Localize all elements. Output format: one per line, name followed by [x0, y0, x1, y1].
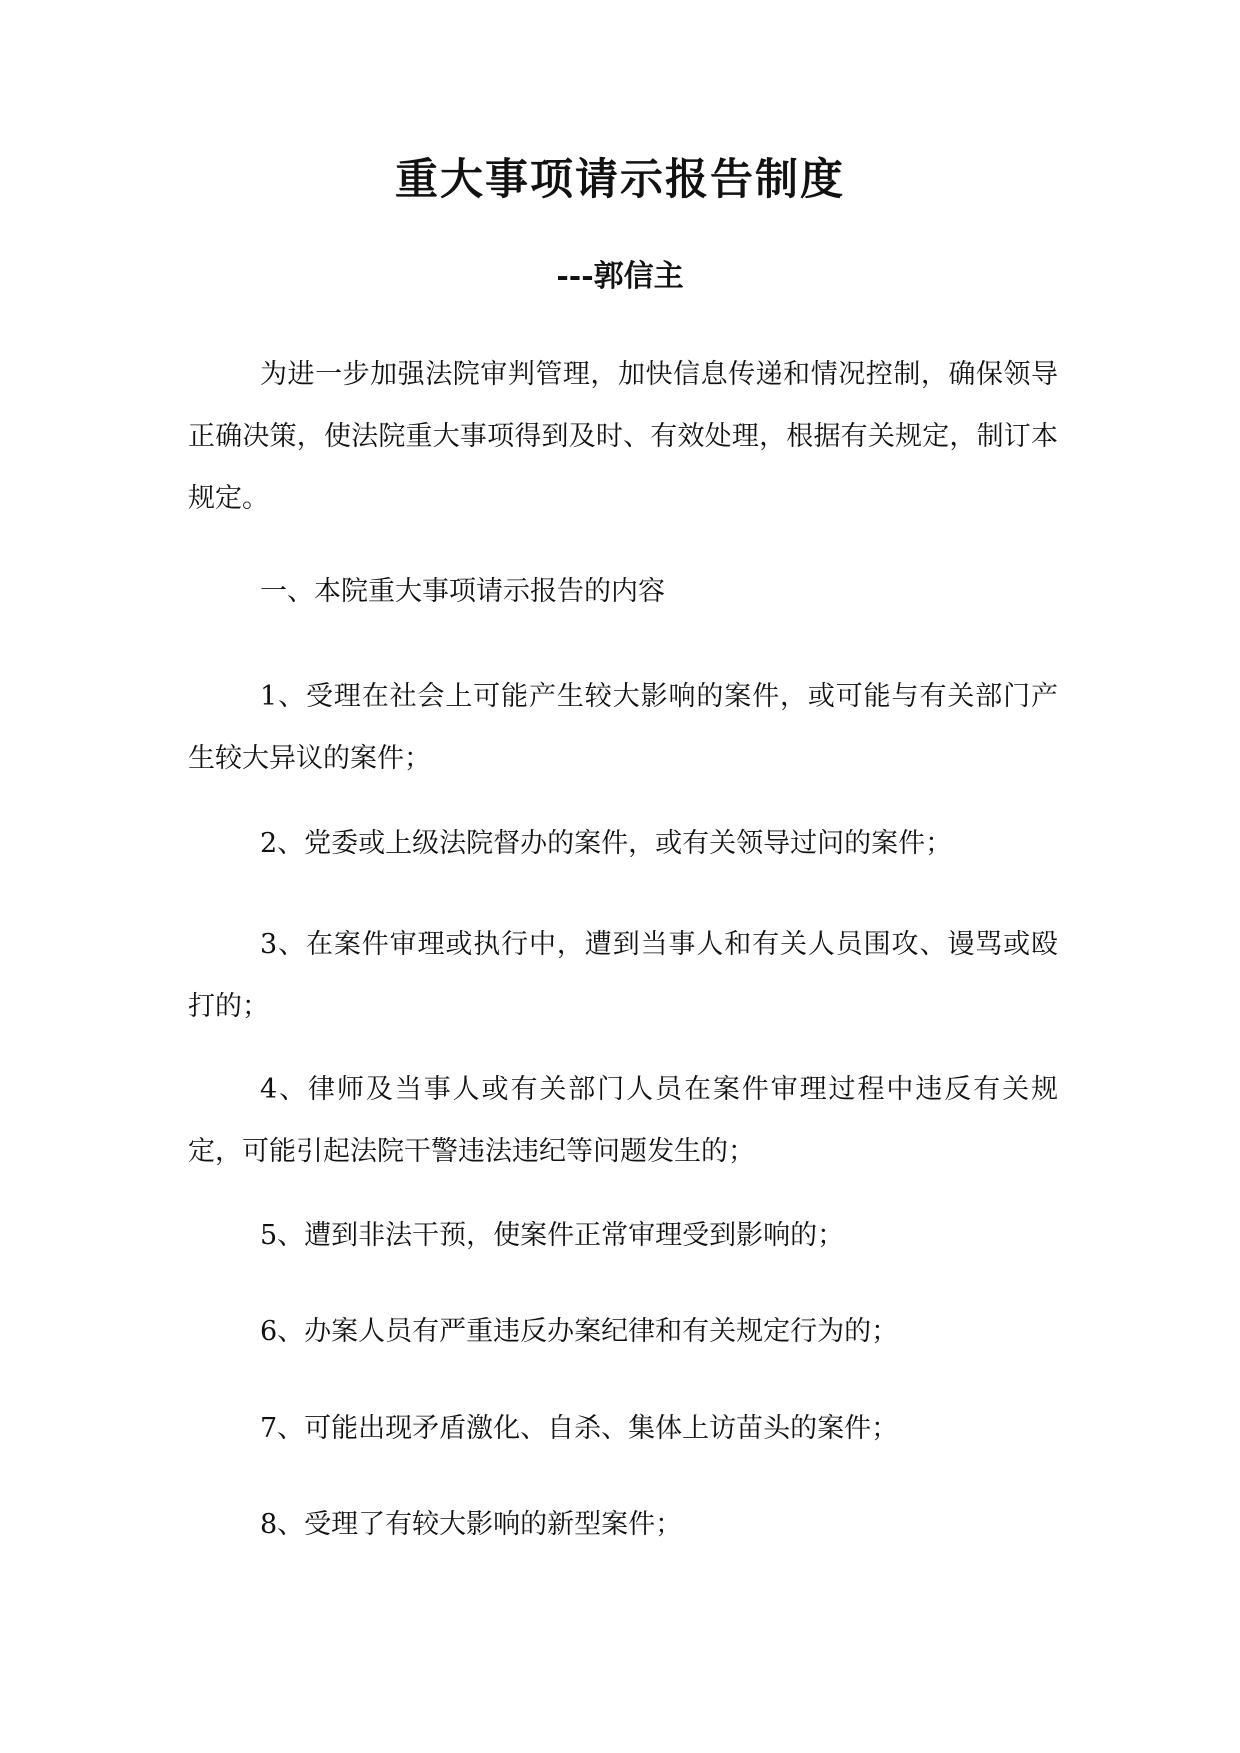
document-title: 重大事项请示报告制度 [395, 155, 845, 205]
section-heading: 一、本院重大事项请示报告的内容 [260, 576, 665, 607]
list-item: 7、可能出现矛盾激化、自杀、集体上访苗头的案件； [260, 1413, 899, 1444]
list-item: 5、遭到非法干预，使案件正常审理受到影响的； [260, 1220, 845, 1251]
list-item: 3、在案件审理或执行中，遭到当事人和有关人员围攻、谩骂或殴打的； [188, 929, 1058, 1022]
document-author: ---郭信主 [556, 259, 684, 294]
list-item: 8、受理了有较大影响的新型案件； [260, 1509, 683, 1540]
list-item: 2、党委或上级法院督办的案件，或有关领导过问的案件； [260, 828, 953, 859]
list-item: 6、办案人员有严重违反办案纪律和有关规定行为的； [260, 1316, 899, 1347]
intro-paragraph: 为进一步加强法院审判管理，加快信息传递和情况控制，确保领导正确决策，使法院重大事项得到及时、有效处理，根据有关规定，制订本规定。 [188, 359, 1058, 514]
list-item: 4、律师及当事人或有关部门人员在案件审理过程中违反有关规定，可能引起法院干警违法违纪等问题发生的； [188, 1074, 1058, 1167]
list-item: 1、受理在社会上可能产生较大影响的案件，或可能与有关部门产生较大异议的案件； [188, 681, 1058, 774]
